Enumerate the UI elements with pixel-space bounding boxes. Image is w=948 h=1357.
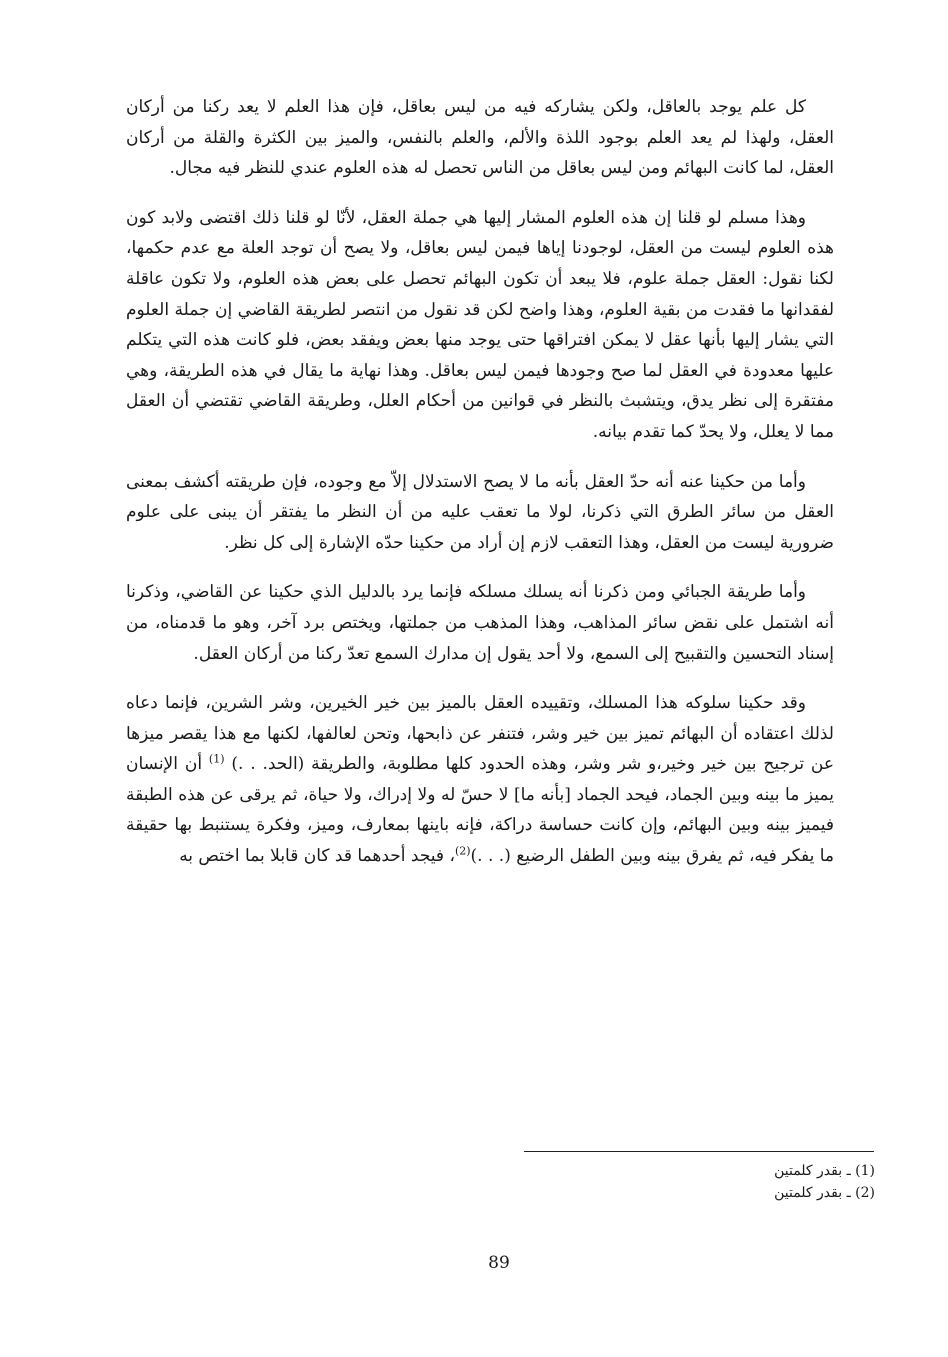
paragraph-text: ، فيجد أحدهما قد كان قابلا بما اختص به <box>179 846 455 867</box>
paragraph: وأما طريقة الجبائي ومن ذكرنا أنه يسلك مسلكه فإنما يرد بالدليل الذي حكينا عن القاضي، وذكرنا أنه اشتمل على نقض سائر المذاهب، وهذا المذهب من جملتها، ويختص برد آخر، وهو ما قدمناه، من إسناد التحسين والتقبيح إلى السمع، ولا أحد يقول إن مدارك السمع تعدّ ركنا من أركان العقل. <box>126 582 834 664</box>
paragraph: وهذا مسلم لو قلنا إن هذه العلوم المشار إليها هي جملة العقل، لأنّا لو قلنا ذلك اقتضى ولابد كون هذه العلوم ليست من العقل، لوجودنا إياها فيمن ليس بعاقل، ولا يصح أن توجد العلة مع عدم حكمها، لكنا نقول: العقل جملة علوم، فلا يبعد أن تكون البهائم تحصل على بعض هذه العلوم، ولا تكون عاقلة لفقدانها ما فقدت من بقية العلوم، وهذا واضح لكن قد نقول من انتصر لطريقة القاضي إن جملة العلوم التي يشار إليها بأنها عقل لا يمكن افتراقها حتى يوجد منها بعض ويفقد بعض، فلو كانت هذه التي يتكلم عليها معدودة في العقل لما صح وجودها فيمن ليس بعاقل. وهذا نهاية ما يقال في هذه الطريقة، وهي مفتقرة إلى نظر يدق، ويتشبث بالنظر في قوانين من أحكام العلل، وطريقة القاضي تقتضي أن العقل مما لا يعلل، ولا يحدّ كما تقدم بيانه. <box>126 207 834 442</box>
paragraph-with-notes <box>126 688 834 872</box>
body-text <box>126 92 834 872</box>
footnote: (1) ـ بقدر كلمتين <box>774 1163 875 1179</box>
paragraph-text: وقد حكينا سلوكه هذا المسلك، وتقييده العقل بالميز بين خير الخيرين، وشر الشرين، فإنما دعاه لذلك اعتقاده أن البهائم تميز بين خير وشر، فتنفر عن ذابحها، وتحن لعالفها، لكنها مع هذا يقصر ميزها عن ترجيح بين خير وخير،و شر وشر، وهذه الحدود كلها مطلوبة، والطريقة (الحد. . .) <box>126 693 834 775</box>
footnote-divider <box>524 1151 874 1152</box>
page-number: 89 <box>488 1253 510 1273</box>
footnote-reference: (2) <box>454 844 471 858</box>
paragraph-text: أن الإنسان يميز ما بينه وبين الجماد، فيحد الجماد [بأنه ما] لا حسّ له ولا إدراك، ولا حياة، ثم يرقى عن هذه الطبقة فيميز بينه وبين البهائم، وإن كانت حساسة دراكة، فإنه باينها بمعارف، وميز، وفكرة يستنبط بها حقيقة ما يفكر فيه، ثم يفرق بينه وبين الطفل الرضيع (. . .) <box>126 754 834 867</box>
paragraph: كل علم يوجد بالعاقل، ولكن يشاركه فيه من ليس بعاقل، فإن هذا العلم لا يعد ركنا من أركان العقل، ولهذا لم يعد العلم بوجود اللذة والألم، والعلم بالنفس، والميز بين الكثرة والقلة من أركان العقل، لما كانت البهائم ومن ليس بعاقل من الناس تحصل له هذه العلوم عندي للنظر فيه مجال. <box>126 97 834 179</box>
footnote-reference: (1) <box>208 752 225 766</box>
footnotes <box>774 1160 875 1204</box>
footnote: (2) ـ بقدر كلمتين <box>774 1185 875 1201</box>
paragraph: وأما من حكينا عنه أنه حدّ العقل بأنه ما لا يصح الاستدلال إلاّ مع وجوده، فإن طريقته أكشف بمعنى العقل من سائر الطرق التي ذكرنا، لولا ما تعقب عليه من أن النظر ما يفتقر أن يبنى على علوم ضرورية ليست من العقل، وهذا التعقب لازم إن أراد من حكينا حدّه الإشارة إلى كل نظر. <box>126 471 834 553</box>
